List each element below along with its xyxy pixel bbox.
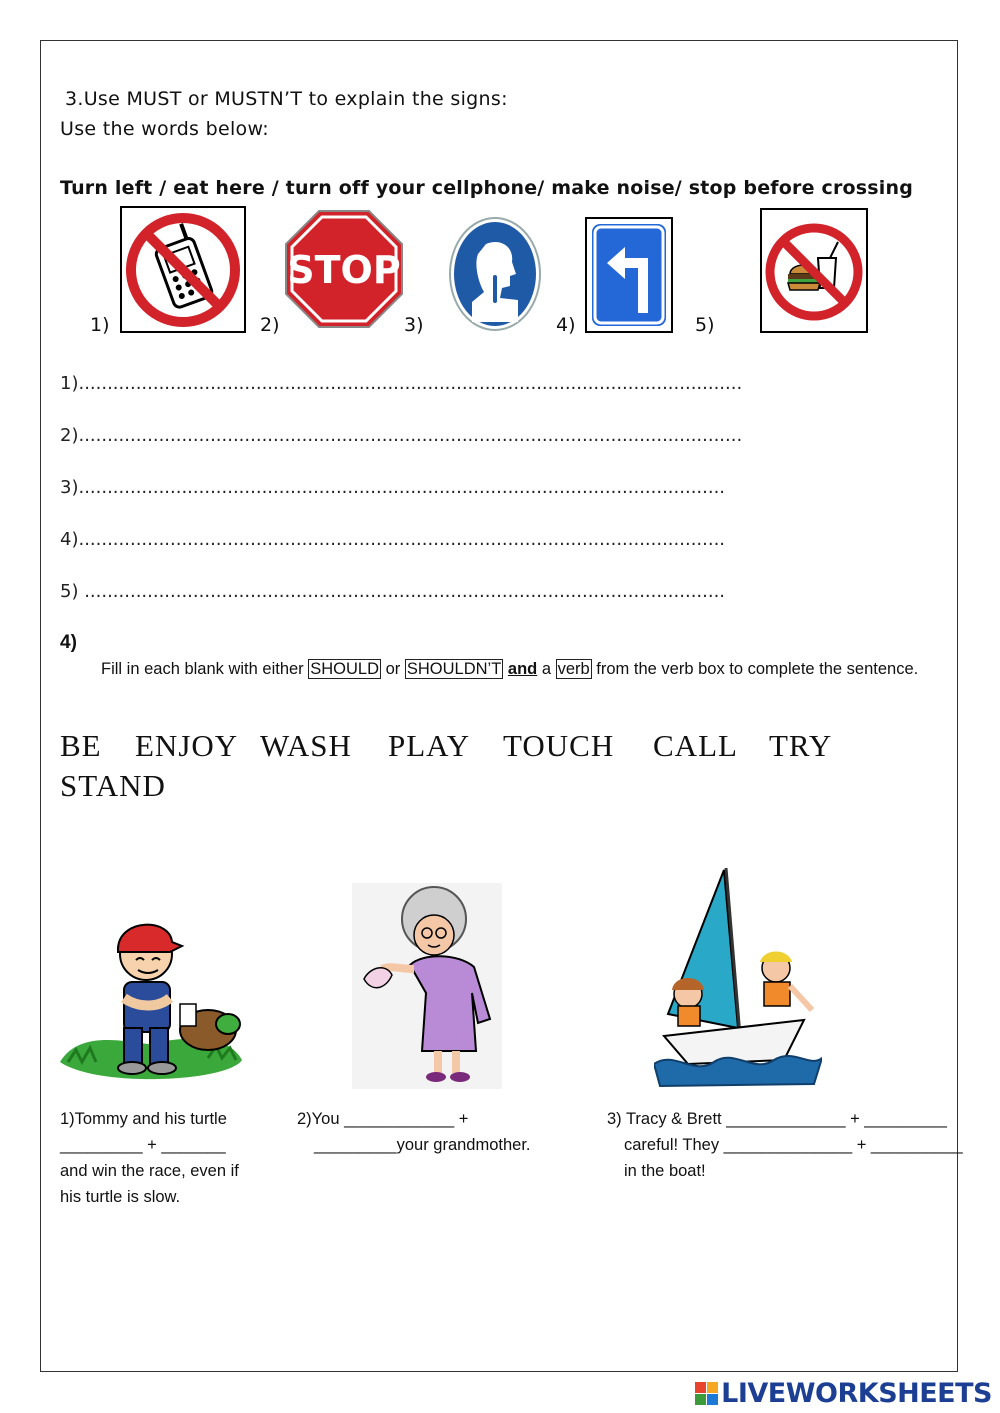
answer-line-3[interactable]: 3)................................................................................................................. — [60, 477, 726, 498]
logo-badge-icon — [695, 1382, 718, 1405]
sign-number-5: 5) — [695, 314, 715, 336]
no-eating-sign-icon — [760, 208, 868, 333]
logo-text: LIVEWORKSHEETS — [721, 1378, 992, 1409]
stop-sign-text: STOP — [287, 248, 401, 292]
verb-stand: STAND — [60, 768, 166, 803]
liveworksheets-logo — [695, 1378, 992, 1409]
sentence-3-line-2[interactable]: careful! They ______________ + __________ — [624, 1136, 963, 1154]
verb-word: verb — [557, 660, 590, 678]
sentence-1-blanks[interactable]: _________ + _______ — [60, 1136, 226, 1154]
sentence-3-line-3: in the boat! — [624, 1162, 706, 1180]
should-word: SHOULD — [310, 660, 380, 678]
sign-number-2: 2) — [260, 314, 280, 336]
sign-number-4: 4) — [556, 314, 576, 336]
sentence-3-line-1[interactable]: 3) Tracy & Brett _____________ + _________ — [607, 1110, 947, 1128]
exercise-4-instructions: Fill in each blank with either SHOULD or SHOULDN’T and a verb from the verb box to complete the sentence. — [101, 660, 919, 678]
answer-line-5[interactable]: 5) ................................................................................................................ — [60, 581, 726, 602]
answer-line-1[interactable]: 1).................................................................................................................... — [60, 373, 743, 394]
verb-play: PLAY — [388, 728, 471, 763]
sailboat-illustration — [654, 864, 822, 1090]
no-cellphone-sign-icon — [120, 206, 246, 333]
grandmother-illustration — [352, 883, 502, 1089]
sentence-1-line-3: and win the race, even if — [60, 1162, 239, 1180]
sign-number-3: 3) — [404, 314, 424, 336]
sentence-2-line-2[interactable]: _________your grandmother. — [314, 1136, 531, 1154]
verb-box — [60, 728, 860, 768]
verb-call: CALL — [653, 728, 738, 763]
verb-try: TRY — [769, 728, 833, 763]
sentence-2 — [297, 1106, 531, 1158]
verb-touch: TOUCH — [503, 728, 615, 763]
exercise-3-title: 3.Use MUST or MUSTN’T to explain the signs: — [65, 88, 508, 110]
stop-sign-icon — [284, 209, 404, 329]
answer-line-2[interactable]: 2).................................................................................................................... — [60, 425, 743, 446]
sentence-1-line-4: his turtle is slow. — [60, 1188, 181, 1206]
sentence-2-line-1[interactable]: 2)You ____________ + — [297, 1110, 469, 1128]
word-list: Turn left / eat here / turn off your cellphone/ make noise/ stop before crossing — [60, 177, 914, 199]
verb-enjoy: ENJOY — [135, 728, 239, 763]
boy-turtle-illustration — [58, 912, 244, 1092]
silence-sign-icon — [448, 216, 542, 332]
sentence-1 — [60, 1106, 239, 1210]
and-word: and — [507, 660, 538, 678]
verb-be: BE — [60, 728, 102, 763]
sentence-3 — [607, 1106, 963, 1184]
exercise-4-number: 4) — [60, 632, 77, 653]
sentence-1-line-1: 1)Tommy and his turtle — [60, 1110, 227, 1128]
turn-left-sign-icon — [585, 217, 673, 333]
verb-wash: WASH — [260, 728, 352, 763]
answer-line-4[interactable]: 4)................................................................................................................. — [60, 529, 726, 550]
sign-number-1: 1) — [90, 314, 110, 336]
exercise-3-subtitle: Use the words below: — [60, 118, 269, 140]
shouldnt-word: SHOULDN’T — [406, 660, 502, 678]
